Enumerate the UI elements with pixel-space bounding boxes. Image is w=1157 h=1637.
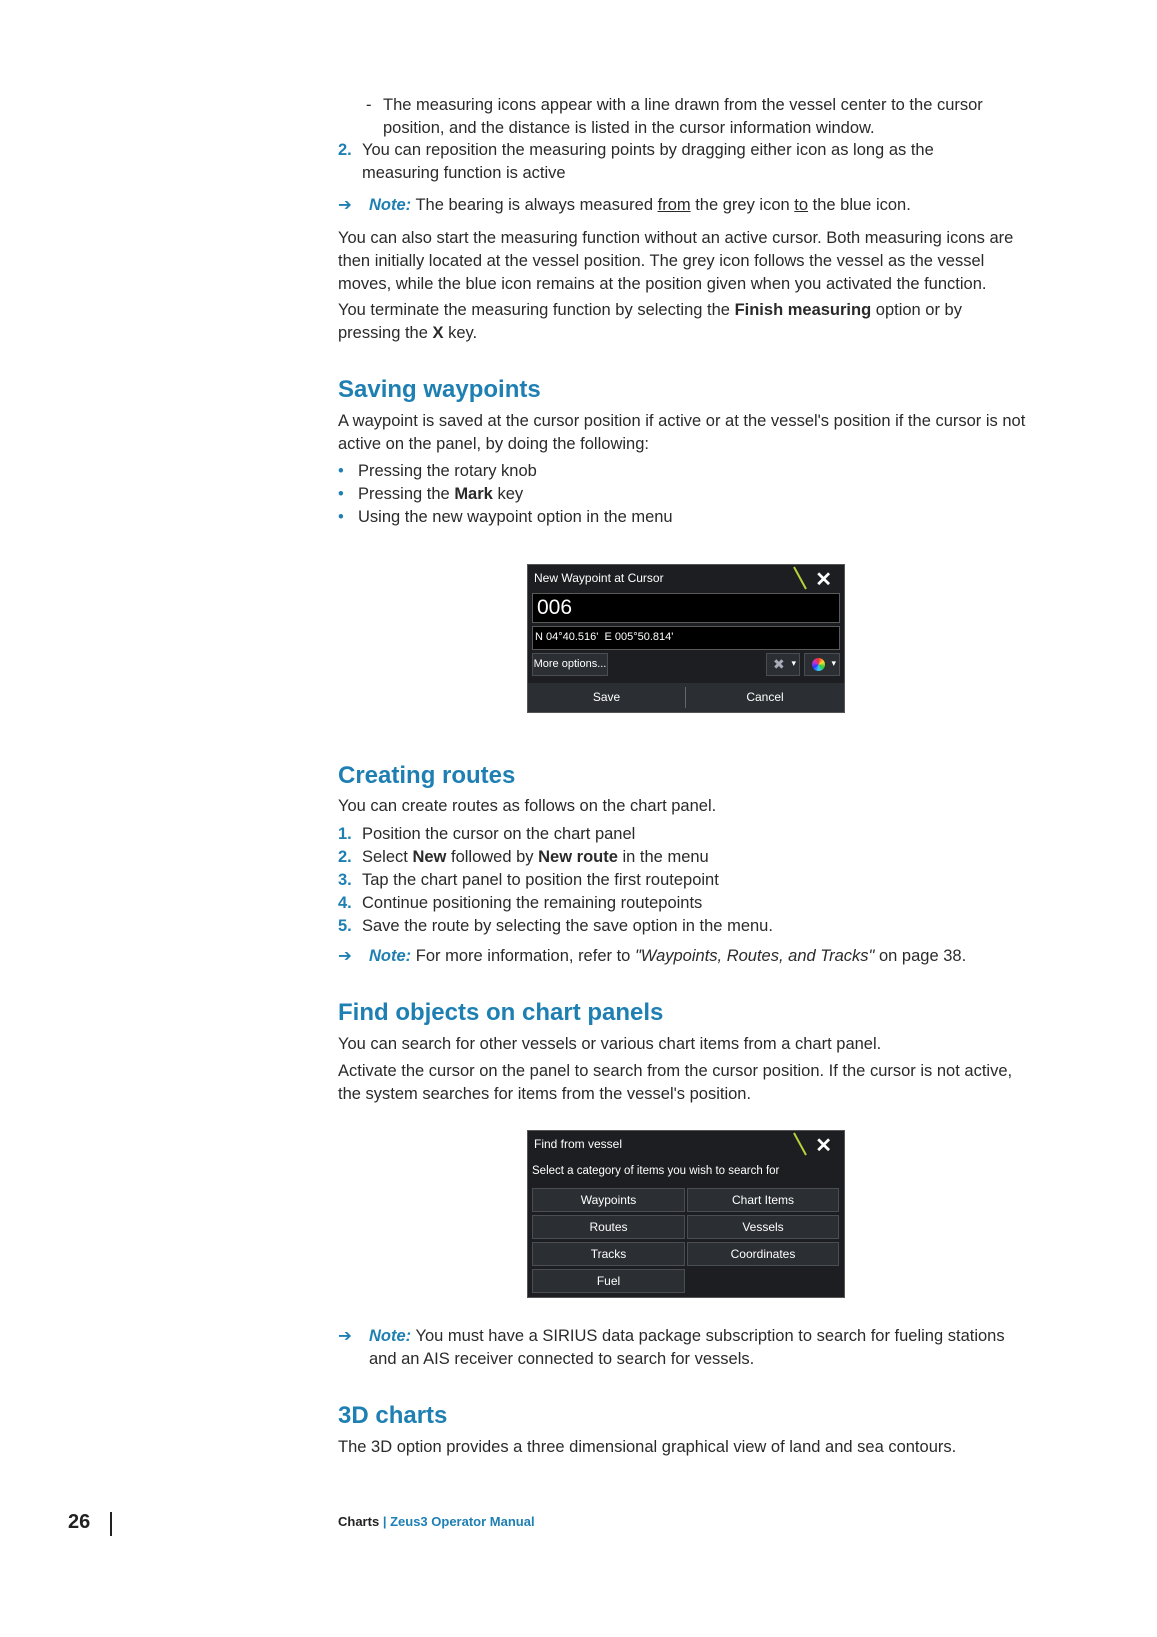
footer-divider: | [382, 1514, 387, 1529]
note-from: from [657, 196, 691, 214]
waypoint-name-value: 006 [537, 596, 573, 619]
button-label: Fuel [596, 1274, 621, 1288]
cancel-button[interactable] [686, 683, 844, 712]
save-button[interactable] [528, 683, 685, 712]
note-text: the blue icon. [812, 196, 911, 214]
button-label: Chart Items [731, 1193, 794, 1207]
text: key. [448, 324, 478, 342]
paragraph-find-1: You can search for other vessels or various chart items from a chart panel. [338, 1035, 882, 1053]
footer-manual-title: Zeus3 Operator Manual [390, 1514, 535, 1529]
paragraph-measuring: You can also start the measuring function without an active cursor. Both measuring icons are then initially located at the vessel position. The grey icon follows the vessel as the vessel moves, while the blue icon remains at the position given when you activated the function. [338, 229, 1014, 293]
close-icon[interactable]: ✕ [815, 569, 832, 591]
waypoints-button[interactable] [532, 1188, 685, 1212]
note-arrow-icon: ➔ [338, 1327, 352, 1345]
paragraph-saving: A waypoint is saved at the cursor position if active or at the vessel's position if the cursor is not active on the panel, by doing the following: [338, 412, 1026, 453]
list-item-text: Using the new waypoint option in the menu [358, 508, 673, 526]
tracks-button[interactable] [532, 1242, 685, 1266]
dialog-title: Find from vessel [534, 1137, 623, 1151]
button-label: Waypoints [580, 1193, 637, 1207]
step-text: You can reposition the measuring points by dragging either icon as long as the measuring function is active [362, 141, 934, 182]
note-arrow-icon: ➔ [338, 947, 352, 965]
more-options-label: More options... [533, 658, 607, 670]
step-text: in the menu [622, 848, 709, 866]
note-label: Note: [369, 196, 412, 214]
text: You terminate the measuring function by selecting the [338, 301, 730, 319]
note-text: the grey icon [695, 196, 790, 214]
heading-3d-charts: 3D charts [338, 1402, 448, 1429]
paragraph-find-2: Activate the cursor on the panel to search from the cursor position. If the cursor is not active, the system searches for items from the vessel's position. [338, 1062, 1013, 1103]
step-text: Continue positioning the remaining routepoints [362, 894, 703, 912]
footer-running-title [338, 1514, 535, 1529]
fuel-button[interactable] [532, 1269, 685, 1293]
bullet-icon: • [338, 462, 344, 480]
find-from-vessel-dialog [527, 1130, 845, 1298]
waypoint-symbol-icon: ✖ [773, 656, 785, 672]
step-text: Position the cursor on the chart panel [362, 825, 636, 843]
bold-text: New [412, 848, 447, 866]
list-item [338, 460, 938, 483]
button-label: Routes [589, 1220, 628, 1234]
note-arrow-icon: ➔ [338, 196, 352, 214]
chart-items-button[interactable] [687, 1188, 839, 1212]
bold-text: Finish measuring [734, 301, 872, 319]
paragraph-3d: The 3D option provides a three dimensional graphical view of land and sea contours. [338, 1438, 957, 1456]
heading-saving-waypoints: Saving waypoints [338, 376, 541, 403]
paragraph-terminate [338, 299, 1028, 345]
note-text: You must have a SIRIUS data package subscription to search for fueling stations and an AIS receiver connected to search for vessels. [369, 1327, 1005, 1368]
list-item [338, 869, 1028, 892]
list-item-text: key [497, 485, 524, 503]
step-number: 1. [338, 825, 352, 843]
list-item [338, 506, 938, 529]
note-text: on page 38. [878, 947, 967, 965]
step-text: Tap the chart panel to position the first routepoint [362, 871, 719, 889]
more-options-button[interactable] [532, 653, 608, 676]
bold-text: New route [538, 848, 618, 866]
cross-reference-link[interactable]: "Waypoints, Routes, and Tracks" [634, 947, 875, 965]
note-label: Note: [369, 947, 412, 965]
list-item [338, 483, 938, 506]
bullet-icon: • [338, 485, 344, 503]
heading-creating-routes: Creating routes [338, 762, 516, 789]
note-routes [338, 945, 1028, 968]
button-label: Coordinates [730, 1247, 796, 1261]
heading-find-objects: Find objects on chart panels [338, 999, 664, 1026]
step-text: followed by [450, 848, 534, 866]
note-text: For more information, refer to [415, 947, 631, 965]
waypoint-position-field[interactable] [532, 626, 840, 650]
dropdown-icon: ▾ [791, 658, 796, 668]
key-text: X [432, 324, 444, 342]
vessels-button[interactable] [687, 1215, 839, 1239]
list-item-text: Pressing the rotary knob [358, 462, 537, 480]
step-text: Save the route by selecting the save option in the menu. [362, 917, 773, 935]
bullet-list [338, 460, 938, 529]
list-item [338, 892, 1028, 915]
cancel-label: Cancel [746, 690, 784, 704]
symbol-selector[interactable] [766, 653, 800, 676]
note-sirius [338, 1325, 1028, 1371]
color-wheel-icon [812, 658, 825, 671]
coordinates-button[interactable] [687, 1242, 839, 1266]
step-number: 3. [338, 871, 352, 889]
waypoint-name-field[interactable] [532, 593, 840, 623]
dash-item-text: The measuring icons appear with a line drawn from the vessel center to the cursor position, and the distance is listed in the cursor information window. [383, 96, 983, 137]
note-text: The bearing is always measured [415, 196, 654, 214]
text: option or by pressing the [338, 301, 962, 342]
routes-step-list [338, 823, 1028, 938]
step-2 [338, 139, 998, 185]
edit-slash-icon [792, 1131, 808, 1157]
page-number: 26 [68, 1511, 91, 1533]
list-item [338, 846, 1028, 869]
bold-text: Mark [454, 485, 493, 503]
new-waypoint-dialog [527, 564, 845, 713]
step-number: 2. [338, 848, 352, 866]
step-number: 4. [338, 894, 352, 912]
page-number-divider [110, 1512, 112, 1536]
paragraph-routes: You can create routes as follows on the chart panel. [338, 797, 717, 815]
note-bearing [338, 194, 1028, 217]
dialog-subtitle: Select a category of items you wish to search for [532, 1165, 780, 1177]
color-selector[interactable] [804, 653, 840, 676]
step-text: Select [362, 848, 408, 866]
routes-button[interactable] [532, 1215, 685, 1239]
button-label: Tracks [590, 1247, 627, 1261]
button-label: Vessels [742, 1220, 784, 1234]
dash-marker: - [366, 96, 372, 114]
save-label: Save [592, 690, 621, 704]
note-to: to [794, 196, 809, 214]
note-label: Note: [369, 1327, 412, 1345]
list-item [338, 915, 1028, 938]
list-item-text: Pressing the [358, 485, 450, 503]
waypoint-position-value: N 04°40.516' E 005°50.814' [535, 631, 674, 643]
list-item [338, 823, 1028, 846]
bullet-icon: • [338, 508, 344, 526]
footer-section: Charts [338, 1514, 380, 1529]
close-icon[interactable]: ✕ [815, 1135, 832, 1157]
step-number: 2. [338, 141, 352, 159]
dropdown-icon: ▾ [831, 658, 836, 668]
step-number: 5. [338, 917, 352, 935]
dash-item [366, 94, 1026, 140]
dialog-title: New Waypoint at Cursor [534, 571, 664, 585]
edit-slash-icon [792, 565, 808, 591]
